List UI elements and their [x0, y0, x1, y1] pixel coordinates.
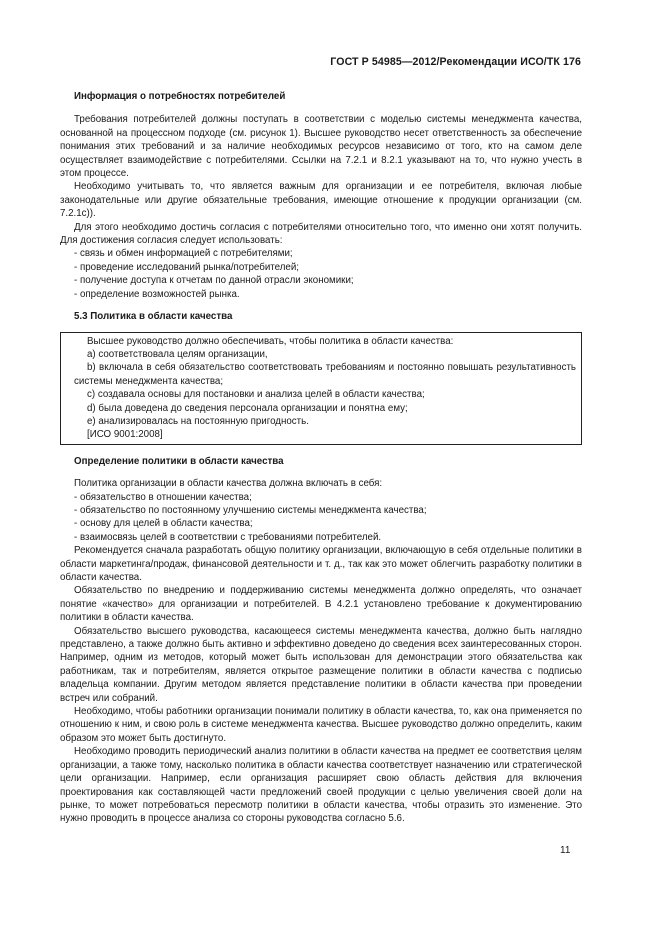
paragraph: Для этого необходимо достичь согласия с потребителями относительно того, что именно они хотят получить. Для достижения согласия следует использовать: [60, 221, 582, 247]
page-number: 11 [560, 845, 571, 856]
list-item: - обязательство по постоянному улучшению системы менеджмента качества; [74, 504, 427, 516]
standard-quote-box [60, 332, 582, 445]
paragraph: Обязательство высшего руководства, касающееся системы менеджмента качества, должно быть наглядно представлено, а также должно быть активно и эффективно доведено до сведения всех заинтересованных сторон. Например, одним из методов, который может быть использован для демонстрации этого обязательства как работникам, так и потребителям, является открытое размещение политики в области качества с подписью владельца компании. Другим методом является представление политики в области качества при проведении встреч или собраний. [60, 625, 582, 704]
list-item: - связь и обмен информацией с потребителями; [74, 248, 293, 260]
quote-text: Высшее руководство должно обеспечивать, чтобы политика в области качества: [87, 335, 454, 347]
paragraph: Рекомендуется сначала разработать общую политику организации, включающую в себя отдельные политики в области маркетинга/продаж, финансовой деятельности и т. д., так как это может облегчить разработку политики в области качества. [60, 545, 582, 583]
page-body [60, 90, 582, 826]
quote-item: d) была доведена до сведения персонала организации и понятна ему; [87, 402, 408, 414]
paragraph: Необходимо учитывать то, что является важным для организации и ее потребителя, включая любые законодательные или другие обязательные требования, имеющие отношение к продукции организации (см. 7.2.1с)). [60, 181, 582, 220]
list-item: - основу для целей в области качества; [74, 518, 253, 530]
list-item: - обязательство в отношении качества; [74, 491, 252, 503]
list-item: - взаимосвязь целей в соответствии с требованиями потребителей. [74, 531, 382, 543]
quote-item: a) соответствовала целям организации, [87, 348, 268, 360]
section-heading-policy-definition: Определение политики в области качества [74, 455, 284, 467]
paragraph: Обязательство по внедрению и поддерживанию системы менеджмента должно определять, что означает понятие «качество» для организации и потребителей. В 4.2.1 установлено требование к документированию политики в области качества. [60, 585, 582, 624]
list-item: - получение доступа к отчетам по данной отрасли экономики; [74, 275, 354, 287]
list-item: - определение возможностей рынка. [74, 288, 240, 300]
quote-item: e) анализировалась на постоянную пригодность. [87, 415, 309, 427]
list-item: - проведение исследований рынка/потребителей; [74, 261, 299, 273]
quote-item: b) включала в себя обязательство соответствовать требованиям и постоянно повышать результативность системы менеджмента качества; [74, 362, 576, 387]
section-heading-quality-policy: 5.3 Политика в области качества [74, 311, 233, 323]
paragraph: Требования потребителей должны поступать в соответствии с моделью системы менеджмента качества, основанной на процессном подходе (см. рисунок 1). Высшее руководство несет ответственность за обеспечение понимания этих требований и за наличие необходимых ресурсов независимо от того, кто на самом деле осуществляет взаимодействие с потребителями. Ссылки на 7.2.1 и 8.2.1 указывают на то, что нужно учесть в этом процессе. [60, 114, 582, 180]
section-heading-customer-needs: Информация о потребностях потребителей [74, 91, 286, 102]
paragraph: Политика организации в области качества должна включать в себя: [74, 478, 383, 490]
running-header: ГОСТ Р 54985—2012/Рекомендации ИСО/ТК 176 [330, 56, 581, 68]
quote-reference: [ИСО 9001:2008] [87, 429, 163, 441]
paragraph: Необходимо, чтобы работники организации понимали политику в области качества, то, как она применяется по отношению к ним, и свою роль в системе менеджмента качества. Высшее руководство должно определить, каким образом это может быть достигнуто. [60, 706, 582, 744]
paragraph: Необходимо проводить периодический анализ политики в области качества на предмет ее соответствия целям организации, а также тому, насколько политика в области качества соответствует назначению или стратегической цели организации. Например, если организация расширяет свою область действия для включения проектирования как составляющей части предложений своей продукции с целью увеличения своей доли на рынке, то может потребоваться пересмотр политики в области качества, чтобы отразить это изменение. Это нужно проводить в процессе анализа со стороны руководства согласно 5.6. [60, 746, 582, 825]
quote-item: c) создавала основы для постановки и анализа целей в области качества; [87, 389, 425, 401]
